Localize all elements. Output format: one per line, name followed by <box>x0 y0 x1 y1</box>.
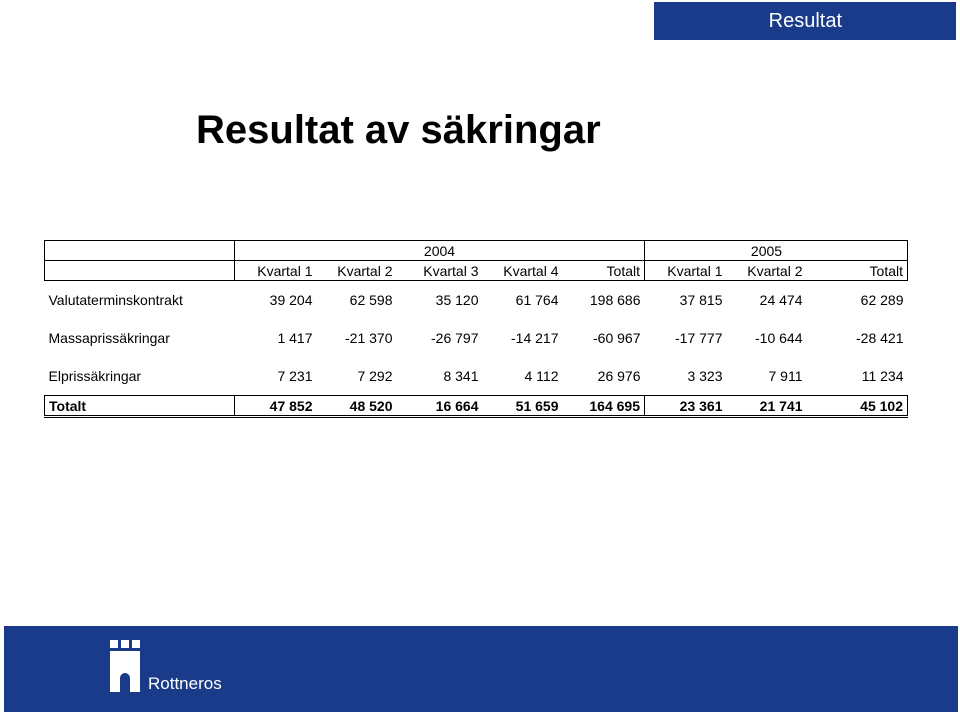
hedging-results-table <box>44 240 908 418</box>
cell-value: 62 289 <box>860 292 904 308</box>
cell-value: 7 911 <box>768 368 803 384</box>
cell-value: 7 292 <box>357 368 393 384</box>
column-header: Kvartal 2 <box>317 261 397 281</box>
total-value: 21 741 <box>727 396 807 417</box>
column-header-row <box>45 261 908 281</box>
section-badge-label: Resultat <box>768 10 842 32</box>
column-header: Kvartal 2 <box>727 261 807 281</box>
total-value: 51 659 <box>483 396 563 417</box>
cell-value: -60 967 <box>593 330 641 346</box>
cell-value: 198 686 <box>589 292 641 308</box>
column-header: Kvartal 1 <box>645 261 727 281</box>
row-label: Valutaterminskontrakt <box>48 292 183 308</box>
table-row <box>45 357 908 396</box>
column-header: Totalt <box>807 261 908 281</box>
year-2004: 2004 <box>397 241 483 261</box>
total-value: 48 520 <box>317 396 397 417</box>
cell-value: -26 797 <box>431 330 479 346</box>
section-badge <box>654 2 956 40</box>
cell-value: -14 217 <box>511 330 559 346</box>
cell-value: -21 370 <box>345 330 393 346</box>
year-2005: 2005 <box>727 241 807 261</box>
total-value: 23 361 <box>645 396 727 417</box>
cell-value: 8 341 <box>443 368 479 384</box>
total-value: 45 102 <box>807 396 908 417</box>
cell-value: 39 204 <box>269 292 313 308</box>
page-title: Resultat av säkringar <box>196 108 601 152</box>
cell-value: -28 421 <box>856 330 904 346</box>
cell-value: 62 598 <box>349 292 393 308</box>
table-row <box>45 319 908 357</box>
cell-value: -10 644 <box>755 330 803 346</box>
table-row <box>45 281 908 320</box>
total-label: Totalt <box>45 396 235 417</box>
column-header: Totalt <box>563 261 645 281</box>
cell-value: 11 234 <box>861 368 904 384</box>
cell-value: 3 323 <box>687 368 723 384</box>
year-header-row <box>45 241 908 261</box>
column-header: Kvartal 4 <box>483 261 563 281</box>
column-header: Kvartal 3 <box>397 261 483 281</box>
cell-value: 35 120 <box>435 292 479 308</box>
cell-value: 24 474 <box>759 292 803 308</box>
total-value: 47 852 <box>235 396 317 417</box>
logo-text: Rottneros <box>148 674 222 693</box>
cell-value: -17 777 <box>675 330 723 346</box>
castle-icon <box>108 640 142 696</box>
cell-value: 1 417 <box>277 330 313 346</box>
cell-value: 61 764 <box>515 292 559 308</box>
total-value: 16 664 <box>397 396 483 417</box>
total-value: 164 695 <box>563 396 645 417</box>
total-row <box>45 396 908 417</box>
row-label: Elprissäkringar <box>48 368 142 384</box>
column-header: Kvartal 1 <box>235 261 317 281</box>
cell-value: 37 815 <box>679 292 723 308</box>
cell-value: 26 976 <box>597 368 641 384</box>
rottneros-logo <box>108 640 228 704</box>
footer-bar <box>4 626 958 712</box>
cell-value: 7 231 <box>277 368 313 384</box>
row-label: Massaprissäkringar <box>48 330 170 346</box>
cell-value: 4 112 <box>524 368 559 384</box>
